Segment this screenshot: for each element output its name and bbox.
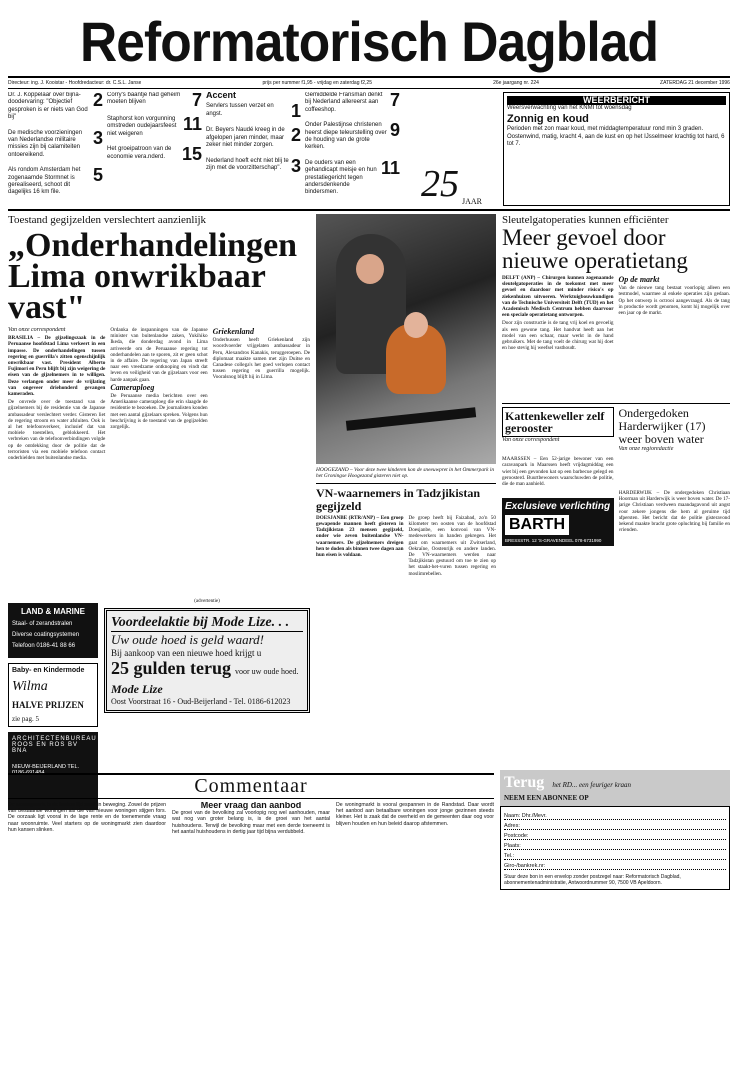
commentaar-body: De woningmarkt is de laatste tijd sterk in beweging. Zowel de prijzen van bestaande woningen als die van nieuwe woningen stijgen fors. De oorzaak ligt vooral in de lage rente en de toenemende vraag naar woonruimte. Veel starters op de woningmarkt zien daardoor hun kansen slinken. Meer vraag dan aanbod De groei van de bevolking zal voorlopig nog wel aanhouden, maar wat nog van groter belang is, is de groei van het aantal huishoudens. Terwijl de bevolking maar met een derde toeneemt is het aantal huishoudens in dertig jaar tijd bijna verdubbeld. De woningmarkt is vooral gespannen in de Randstad. Daar wordt het aanbod aan betaalbare woningen voor jonge gezinnen steeds kleiner. Het is zaak dat de overheid en de gemeenten daar oog voor blijven houden en hun beleid daarop afstemmen. [8,802,494,835]
weather-line: Weersverwachting van het KNMI tot woensdag [507,105,632,112]
subscription-section [500,770,730,1062]
lead-paragraph: De onvrede over de toestand van de gijzelnemers bij de residentie van de Japanse ambassadeur verslechtert verder. Gisteren liet de regering stroom en water afsluiten. Ook is al het telefoonverkeer, inclusief dat van mobiele toestellen, geblokkeerd. Het verbreken van de telefoonverbindingen volgde op de ontdekking door de politie dat de terroristen via een mobiele telefoon contact onderhielden met buitenlandse media. [8,399,106,462]
architect-ad[interactable]: ARCHITECTENBUREAU ROOS EN ROS BV BNA NIEUW-BEIJERLAND TEL. 0186-691484 [8,732,98,810]
masthead [8,6,730,78]
tadzjikistan-body: DOESJANBE (RTR/ANP) – Een groep gewapende mannen heeft gisteren in Tadzjikistan 23 mensen gegijzeld, onder wie zeven buitenlandse VN-waarnemers. De gijzelnemers dreigen hen te doden als binnen twee dagen aan hun eisen is voldaan. De groep heeft bij Faizabad, zo'n 50 kilometer ten oosten van de hoofdstad Doesjanbe, een konvooi van VN-medewerkers in handen gekregen. Het gaat om waarnemers uit Zwitserland, Oekraïne, Oostenrijk en andere landen. De VN-waarnemers werden naar Tadzjikistan gestuurd om toe te zien op het staakt-het-vuren tussen regering en moslimrebellen. [316,514,496,577]
main-content [8,211,730,815]
subscription-banner: Terug het RD... een feuriger kraan NEEM EEN ABONNEE OP [500,770,730,806]
mode-ad-area: (advertentie) Voordeelaktie bij Mode Lize. . . Uw oude hoed is geld waard! Bij aankoop van een nieuwe hoed krijgt u 25 gulden terug voor uw oude hoed. Mode Lize Oost Voorstraat 16 - Oud-Beijerland - Tel. 0186-612023 [104,599,310,815]
katten-article: Kattenkeweller zelf gerooster Van onze correspondent MAARSSEN – Een 52-jarige bewoner van een caravanpark in Maarssen heeft vrijdagmiddag een wiet bij een gevonden kat op een barbecue gelegd en geroosterd. Buurtbewoners waarschuwden de politie, die de man aanhield. Exclusieve verlichting BARTH BRESSSTR. 12 'S-GRAVENDEEL 078-6731990 [502,407,614,566]
lead-paragraph: De Peruaanse media berichten over een Amerikaanse cameraploeg die erin slaagde de residentie te bezoeken. De journalisten konden met een aantal gijzelaars spreken. Volgens hun beschrijving is de toestand van de gegijzelden zorgelijk. [110,393,208,431]
form-field-city[interactable]: Plaats: [504,840,726,850]
meta-year: 26e jaargang nr. 224 [493,80,539,86]
katten-headline[interactable]: Kattenkeweller zelf gerooster [502,407,614,437]
teaser-item[interactable]: De medische voorzieningen van Nederlandse militaire missies zijn bij calamiteiten ontoereikend. 3 [8,127,103,158]
lead-paragraph: Onderhussen heeft Griekenland zijn woordvoerder vrijgelaten ambassadeur in Peru, Alexandros Kanakis, teruggeroepen. De diplomaat maakte samen met zijn Duitse en Canadese collega's het goed verlopen contact tussen regering en guerrilla mogelijk. Vooralsnog blijft hij in Lima. [212,337,310,381]
lead-byline: Van onze correspondent [8,327,66,333]
lead-body [8,327,310,599]
meta-line [8,78,730,89]
teaser-item[interactable]: Nederland hoeft echt niet blij te zijn met de voorzitterschap". 3 [206,155,301,176]
tadzjikistan-headline[interactable]: VN-waarnemers in Tadzjikistan gegijzeld [316,485,481,513]
middle-column [316,214,496,815]
form-field-postcode[interactable]: Postcode: [504,830,726,840]
teaser-column-4 [305,92,400,206]
sleutel-kicker: Sleutelgatoperaties kunnen efficiënter [502,214,669,226]
commentaar-section [8,770,494,1062]
baby-mode-ad[interactable]: Baby- en Kindermode Wilma HALVE PRIJZEN zie pag. 5 [8,663,98,727]
form-footer: Stuur deze bon in een envelop zonder postzegel naar: Reformatorisch Dagblad, abonnementenadministratie, Antwoordnummer 90, 7500 VB Apeldoorn. [504,874,681,886]
sleutel-headline[interactable]: Meer gevoel door nieuwe operatietang [502,225,688,273]
lead-subhead: Griekenland [212,327,254,336]
barth-ad[interactable]: Exclusieve verlichting BARTH BRESSSTR. 12 'S-GRAVENDEEL 078-6731990 [502,498,614,546]
teaser-bar [8,89,730,211]
right-column [502,214,730,815]
form-field-phone[interactable]: Tel.: [504,850,726,860]
snow-photo [316,214,496,464]
teaser-item[interactable]: Als rondom Amsterdam het zogenaamde Stormnet is gerealiseerd, schoot dit dagelijks 16 km file. 5 [8,165,103,196]
newspaper-title: Reformatorisch Dagblad [79,10,659,73]
subscription-form [500,806,730,890]
teaser-item[interactable]: Het groeipatroon van de economie vera.nderd. 15 [107,144,202,165]
lead-kicker: Toestand gegijzelden verslechtert aanzienlijk [8,214,207,226]
teaser-item[interactable]: Dr. J. Koppelaar over bijna-doodervaring: "Objectief gesproken is er niets van God bij" 2 [8,92,103,121]
weather-text: Perioden met zon maar koud, met middagtemperatuur rond min 3 graden. Oostenwind, matig, kracht 4, aan de kust en op het IJsselmeer krachtig tot hard, 6 tot 7. [507,126,725,148]
meta-price: prijs per nummer f1,95 - vrijdag en zaterdag f2,25 [262,80,372,86]
photo-adult-face [356,254,384,284]
mode-lize-ad[interactable]: Voordeelaktie bij Mode Lize. . . Uw oude hoed is geld waard! Bij aankoop van een nieuwe hoed krijgt u 25 gulden terug voor uw oude hoed. Mode Lize Oost Voorstraat 16 - Oud-Beijerland - Tel. 0186-612023 [104,608,310,713]
teaser-column-accent [206,92,301,206]
photo-caption: HOOGEZAND – Voor deze twee kinderen kon de sneeuwpret in het Ommerpark in het Groningse Hoogezand gisteren niet op. [316,467,496,484]
anniversary-label: JAAR [461,197,482,206]
sleutel-body: DELFT (ANP) – Chirurgen kunnen zogenaamde sleutelgatoperaties in de toekomst met meer gevoel en daardoor met minder risico's op ziekenhuizen uitvoeren. Werktuigbouwkundigen van de Technische Universiteit Delft (TUD) en het Academisch Medisch Centrum hebben daarvoor een speciale operatietang ontworpen. Door zijn constructie is de tang vrij koel en gevoelig als een gewone tang. Het handvat heeft aan het model van een schaar, maar werkt in de hand gebruikers. Met de tang voelt de chirurg wat hij doet en hoe stevig hij weefsel vasthoudt. Op de markt Van de nieuwe tang bestaat voorlopig alleen een testmodel, waarmee al enkele operaties zijn gedaan. Op het ontwerp is octrooi aangevraagd. Als de tang in productie wordt genomen, komt hij mogelijk over een jaar op de markt. [502,275,730,352]
anniversary-logo [404,92,499,206]
accent-heading: Accent [206,92,237,100]
bottom-band [8,770,730,1062]
teaser-item[interactable]: Corry's baantje had geheim moeten blijven 7 [107,92,202,110]
meta-date: ZATERDAG 21 december 1996 [660,80,730,86]
teaser-column-1 [8,92,103,206]
lead-subhead: Cameraploeg [110,382,155,392]
land-marine-ad[interactable]: LAND & MARINE Staal- of zerandstralen Diverse coatingsystemen Telefoon 0186-41 88 66 [8,603,98,658]
teaser-item[interactable]: Dr. Beyers Naudé kreeg in de afgelopen jaren minder, maar zeker niet minder zorgen. 2 [206,125,301,149]
anniversary-number: 25 [420,163,459,205]
lead-intro: BRASILIA – De gijzelingszaak in de Peruaanse hoofdstad Lima verkeert in een impasse. De onderhandelingen tussen regering en guerrilla's zitten ogenschijnlijk onwrikbaar vast. President Alberto Fujimori en Peru blijft bij zijn weigering de eisen van de gijzelnemers in te willigen. Deze verlangen onder meer de vrijlating van ongeveer driehonderd gevangen kameraden. [8,335,106,398]
commentaar-heading: Commentaar [8,773,494,799]
form-field-bank[interactable]: Giro-/bankrek.nr: [504,860,726,870]
weather-box [503,92,730,206]
teaser-item[interactable]: De ouders van een gehandicapt meisje en hun prestatiegericht tegen andersdenkende bindersmen. 11 [305,157,400,196]
commentaar-subheading: Meer vraag dan aanbod [200,802,302,810]
teaser-item[interactable]: Servlers tussen verzet en angst. 1 [206,101,301,122]
form-field-address[interactable]: Adres: [504,820,726,830]
teaser-item[interactable]: Onder Palestijnse christenen heerst diepe teleurstelling over de houding van de grote kerken. 9 [305,120,400,151]
teaser-item[interactable]: Gemiddelde Fransman denkt bij Nederland allereerst aan coffeeshop. 7 [305,92,400,113]
meta-editors: Directeur: ing. J. Kooistar - Hoofdredacteur: dr. C.S.L. Janse [8,80,142,86]
lead-headline[interactable]: „Onderhandelingen Lima onwrikbaar vast" [8,227,298,326]
weather-badge: WEERBERICHT [507,96,726,105]
teaser-item[interactable]: Staphorst kon vorgunning omstreden oudejaarsfeest niet weigeren 11 [107,114,202,137]
lead-paragraph: Ordanka de inspanningen van de Japanse minister van buitenlandse zaken, Yukihiko Ikeda, die donderdag avond in Lima arriveerde om de Peruaanse regering tot onderhandelen aan te sporen, zit er geen schot in de affaire. De regering van Japan streeft naar een vreedzame ontknoping en vindt dat leven en veiligheid van de gijzelaars voor een harde aanpak gaan. [110,327,208,383]
photo-sled [346,407,476,431]
form-field-name[interactable]: Naam: Dhr./Mevr. [504,810,726,820]
harderwijker-headline[interactable]: Ondergedoken Harderwijker (17) weer boven water [618,406,706,446]
weather-heading: Zonnig en koud [507,112,589,125]
left-column [8,214,310,815]
harderwijker-article: Ondergedoken Harderwijker (17) weer boven water Van onze regioredactie HARDERWIJK – De ondergedoken Christiaan Hoorman uit Harderwijk is weer boven water. De 17-jarige Christiaan verdween maandagavond uit angst voor zekere jongens die hem al geruime tijd afpersten. Het bericht dat de politie gisteravond bekend maakte bracht grote opluchting bij familie en vrienden. [618,406,730,534]
teaser-column-2 [107,92,202,206]
photo-child-face [404,312,428,338]
